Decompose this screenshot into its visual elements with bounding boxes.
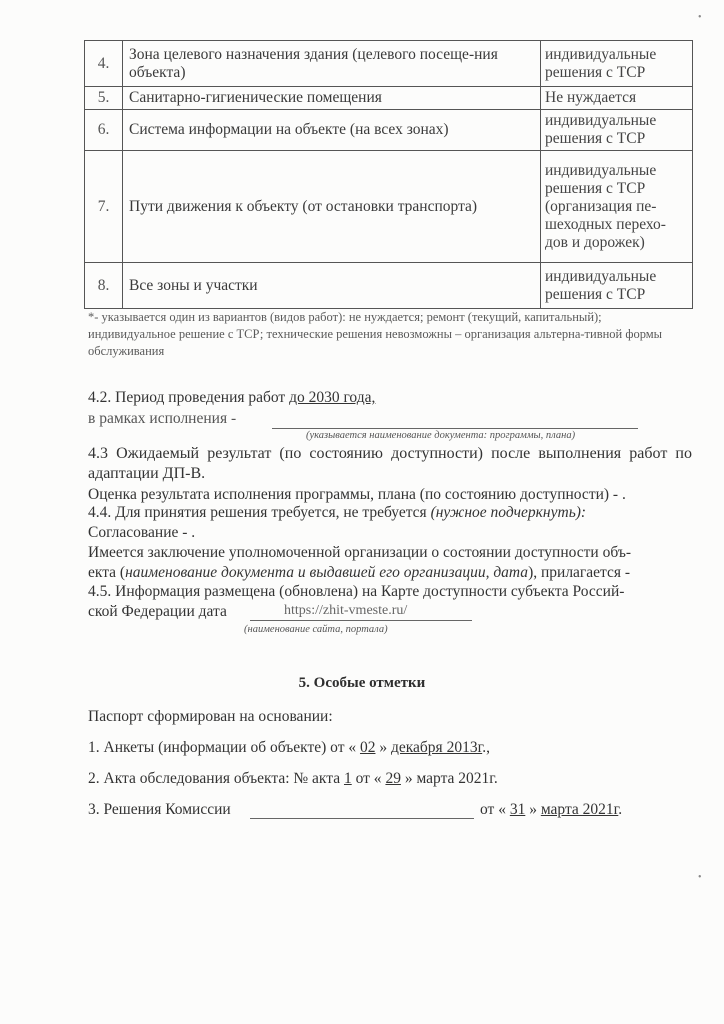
conclusion-line-2 (88, 564, 630, 582)
map-line-2 (88, 603, 227, 621)
adaptation-table-body (85, 41, 693, 309)
decision-prefix: 4.4. Для принятия решения требуется, не требуется (88, 504, 427, 521)
passport-basis: Паспорт сформирован на основании: (88, 708, 333, 725)
work-type: индивидуальные решения с ТСР (541, 110, 693, 151)
item1-suffix: ., (482, 739, 490, 756)
item3-suffix: . (618, 801, 623, 818)
map-url-link[interactable]: https://zhit-vmeste.ru/ (284, 603, 408, 618)
approval-line: Согласование - . (88, 524, 196, 541)
row-number: 7. (85, 151, 123, 263)
item2-day: 29 (385, 770, 401, 787)
table-row (85, 151, 693, 263)
item2-act-number: 1 (343, 770, 352, 787)
table-row (85, 110, 693, 151)
map-url-hint: (наименование сайта, портала) (244, 624, 388, 635)
conclusion-line-1: Имеется заключение уполномоченной организации о состоянии доступности объ- (88, 544, 632, 561)
item2-prefix: 2. Акта обследования объекта: № акта (88, 770, 341, 787)
row-number: 8. (85, 263, 123, 309)
item2-from: от « (355, 770, 382, 787)
section-5-title: 5. Особые отметки (298, 675, 426, 691)
zone-name: Зона целевого назначения здания (целевого посеще-ния объекта) (123, 41, 541, 87)
expected-result: 4.3 Ожидаемый результат (по состоянию доступности) после выполнения работ по адаптации ДП-В. (88, 445, 692, 482)
item3-month-year: марта 2021г (540, 801, 619, 818)
row-number: 4. (85, 41, 123, 87)
item3-prefix: 3. Решения Комиссии (88, 801, 231, 818)
item3-quote: » (529, 801, 537, 818)
map-url-underline (250, 620, 472, 621)
table-footnote: *- указывается один из вариантов (видов работ): не нуждается; ремонт (текущий, капитальный); индивидуальное решение с ТСР; технические решения невозможны – организация альтерна-тивной формы обслуживания (88, 310, 663, 358)
framework-hint: (указывается наименование документа: программы, плана) (306, 430, 576, 441)
adaptation-table (84, 40, 693, 309)
zone-name: Система информации на объекте (на всех зонах) (123, 110, 541, 151)
item3-day: 31 (509, 801, 526, 818)
period-value: до 2030 года, (289, 389, 376, 406)
basis-item-3 (88, 801, 231, 819)
scan-mark: • (698, 872, 702, 883)
item3-from: от « (480, 801, 506, 818)
row-number: 5. (85, 87, 123, 110)
period-line (88, 389, 375, 407)
commission-underline (250, 818, 474, 819)
framework-underline (272, 428, 638, 429)
conclusion-text-start: екта ( (88, 564, 126, 581)
item1-month-year: декабря 2013г (390, 739, 483, 756)
work-type: индивидуальные решения с ТСР (541, 263, 693, 309)
zone-name: Все зоны и участки (123, 263, 541, 309)
work-type: индивидуальные решения с ТСР (541, 41, 693, 87)
zone-name: Санитарно-гигиенические помещения (123, 87, 541, 110)
item2-month-year: » марта 2021г. (404, 770, 498, 787)
decision-line (88, 504, 586, 522)
basis-item-3-date (480, 801, 622, 819)
period-label: 4.2. Период проведения работ (88, 389, 286, 406)
row-number: 6. (85, 110, 123, 151)
conclusion-hint: наименование документа и выдавшей его организации, дата (125, 564, 529, 581)
work-type: Не нуждается (541, 87, 693, 110)
table-row (85, 41, 693, 87)
work-type: индивидуальные решения с ТСР (организация пе-шеходных перехо-дов и дорожек) (541, 151, 693, 263)
map-date-label: ской Федерации дата (88, 603, 227, 620)
table-row (85, 263, 693, 309)
basis-item-2 (88, 770, 498, 788)
zone-name: Пути движения к объекту (от остановки транспорта) (123, 151, 541, 263)
basis-item-1 (88, 739, 490, 757)
item1-day: 02 (359, 739, 376, 756)
conclusion-text-end: ), прилагается - (528, 564, 631, 581)
map-line-1: 4.5. Информация размещена (обновлена) на Карте доступности субъекта Россий- (88, 583, 625, 600)
decision-hint: (нужное подчеркнуть): (430, 504, 587, 521)
item1-quote: » (379, 739, 388, 756)
result-assessment: Оценка результата исполнения программы, плана (по состоянию доступности) - . (88, 486, 626, 503)
table-row (85, 87, 693, 110)
item1-prefix: 1. Анкеты (информации об объекте) от « (88, 739, 357, 756)
framework-label: в рамках исполнения - (88, 410, 237, 427)
scan-mark: • (698, 12, 702, 23)
